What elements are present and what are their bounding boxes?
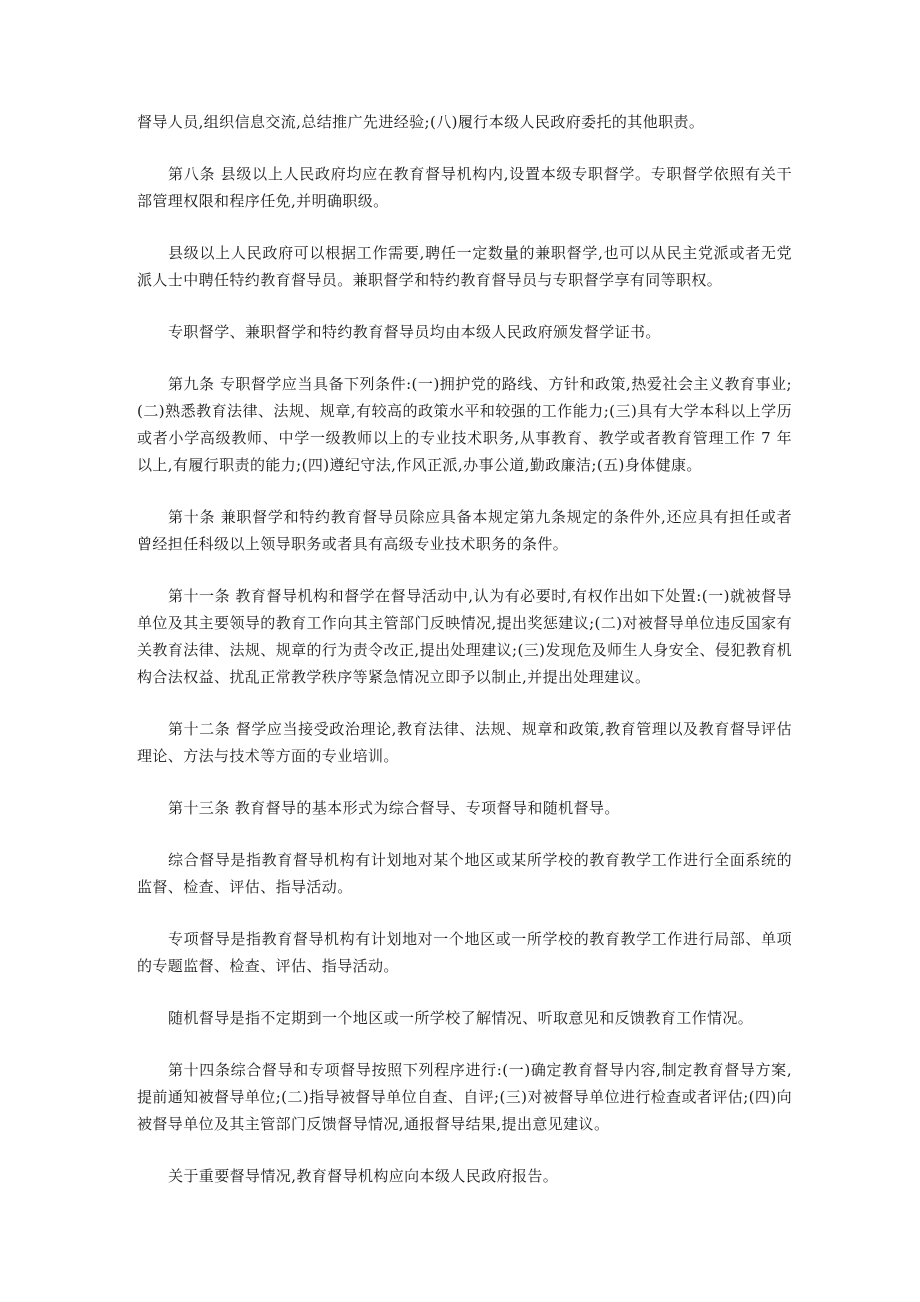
paragraph: 随机督导是指不定期到一个地区或一所学校了解情况、听取意见和反馈教育工作情况。 [168, 1009, 754, 1027]
paragraph: 第十三条 教育督导的基本形式为综合督导、专项督导和随机督导。 [168, 799, 620, 817]
paragraph: 第十条 兼职督学和特约教育督导员除应具备本规定第九条规定的条件外,还应具有担任或者曾经担任科级以上领导职务或者具有高级专业技术职务的条件。 [137, 508, 792, 553]
paragraph: 关于重要督导情况,教育督导机构应向本级人民政府报告。 [168, 1167, 559, 1185]
paragraph: 督导人员,组织信息交流,总结推广先进经验;(八)履行本级人民政府委托的其他职责。 [137, 113, 705, 131]
paragraph: 第十二条 督学应当接受政治理论,教育法律、法规、规章和政策,教育管理以及教育督导评估理论、方法与技术等方面的专业培训。 [137, 720, 792, 765]
paragraph: 第九条 专职督学应当具备下列条件:(一)拥护党的路线、方针和政策,热爱社会主义教育事业;(二)熟悉教育法律、法规、规章,有较高的政策水平和较强的工作能力;(三)具有大学本科以上学历或者小学高级教师、中学一级教师以上的专业技术职务,从事教育、教学或者教育管理工作 7 年以上,有履行职责的能力;(四)遵纪守法,作风正派,办事公道,勤政廉洁;(五)身体健康。 [137, 375, 792, 474]
paragraph: 第八条 县级以上人民政府均应在教育督导机构内,设置本级专职督学。专职督学依照有关干部管理权限和程序任免,并明确职级。 [137, 165, 792, 210]
paragraph: 县级以上人民政府可以根据工作需要,聘任一定数量的兼职督学,也可以从民主党派或者无党派人士中聘任特约教育督导员。兼职督学和特约教育督导员与专职督学享有同等职权。 [137, 244, 792, 289]
paragraph: 第十四条综合督导和专项督导按照下列程序进行:(一)确定教育督导内容,制定教育督导方案,提前通知被督导单位;(二)指导被督导单位自查、自评;(三)对被督导单位进行检查或者评估;(四)向被督导单位及其主管部门反馈督导情况,通报督导结果,提出意见建议。 [137, 1061, 792, 1133]
document-body [137, 109, 792, 1215]
paragraph: 专项督导是指教育督导机构有计划地对一个地区或一所学校的教育教学工作进行局部、单项的专题监督、检查、评估、指导活动。 [137, 930, 792, 975]
paragraph: 综合督导是指教育督导机构有计划地对某个地区或某所学校的教育教学工作进行全面系统的监督、检查、评估、指导活动。 [137, 851, 792, 896]
paragraph: 专职督学、兼职督学和特约教育督导员均由本级人民政府颁发督学证书。 [168, 323, 661, 341]
paragraph: 第十一条 教育督导机构和督学在督导活动中,认为有必要时,有权作出如下处置:(一)就被督导单位及其主要领导的教育工作向其主管部门反映情况,提出奖惩建议;(二)对被督导单位违反国家有关教育法律、法规、规章的行为责令改正,提出处理建议;(三)发现危及师生人身安全、侵犯教育机构合法权益、扰乱正常教学秩序等紧急情况立即予以制止,并提出处理建议。 [137, 587, 792, 686]
